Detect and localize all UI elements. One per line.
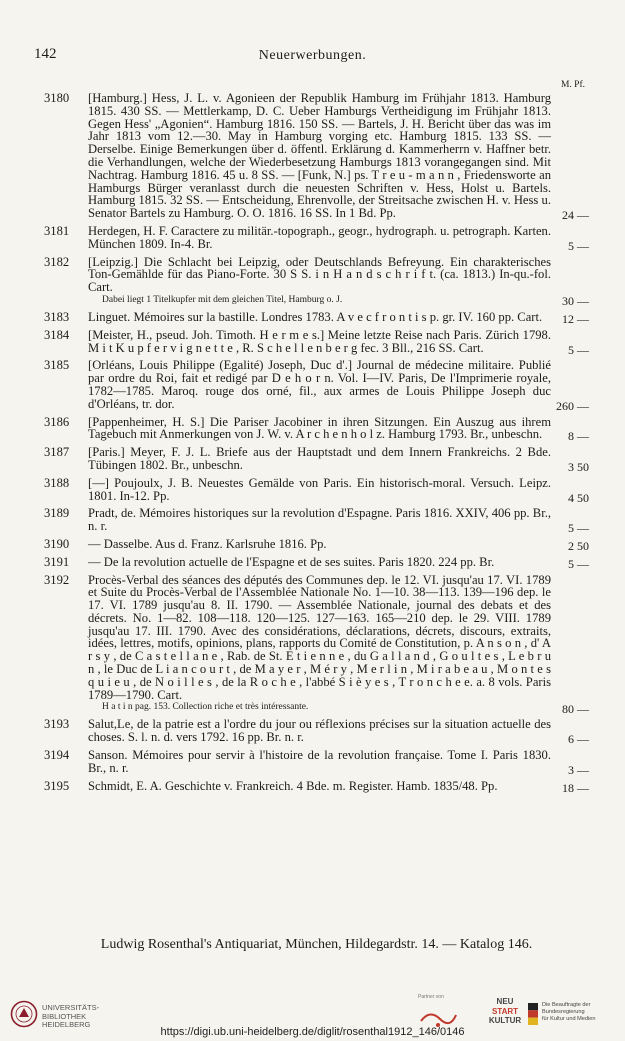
entry-price: 8 —: [568, 429, 589, 444]
source-url[interactable]: https://digi.ub.uni-heidelberg.de/diglit/rosenthal1912_146/0146: [160, 1026, 465, 1038]
entry-number: 3191: [44, 554, 70, 569]
entry-price: 2 50: [568, 538, 589, 553]
entry-text: [Hamburg.] Hess, J. L. v. Agonieen der Republik Hamburg im Frühjahr 1813. Hamburg 1815. 430 SS. — Mettlerkamp, D. C. Ueber Hamburgs Vertheidigung im Frühjahr 1813. Gegen Hess' „Agonien“. Hamburg 1816. 150 SS. — Bartels, J. H. Bericht über das was im Jahr 1813 vom 12.—30. May in Hamburg vorging etc. Hamburg 1815. 133 SS. — Derselbe. Einige Bemerkungen über d. öffentl. Erklärung d. Kammerherrn v. Haffner betr. die Verhandlungen, welche der Wiederbesetzung Hamburgs 1813 vorangegangen sind. Mit Nachtrag. Hamburg 1816. 45 u. 8 SS. — [Funk, N.] ps. T r e u - m a n n , Friedensworte an Hamburgs Bürger veranlasst durch die neuesten Schriften v. Hess, Holst u. Bartels. Hamburg 1815. 32 SS. — Entscheidung, Ehrenvolle, der Streitsache zwischen H. v. Hess u. Senator Bartels zu Hamburg. O. O. 1816. 16 SS. In 1 Bd. Pp.: [88, 91, 551, 221]
university-name-line: HEIDELBERG: [42, 1020, 91, 1029]
entry-note: Dabei liegt 1 Titelkupfer mit dem gleichen Titel, Hamburg o. J.: [102, 294, 343, 305]
entry-text: [—] Poujoulx, J. B. Neuestes Gemälde von Paris. Ein historisch-moral. Versuch. Leipz. 1801. In-12. Pp.: [88, 475, 551, 503]
entry-price: 6 —: [568, 732, 589, 747]
entry-text: [Paris.] Meyer, F. J. L. Briefe aus der Hauptstadt und dem Innern Frankreichs. 2 Bde. Tübingen 1802. Br., unbeschn.: [88, 445, 551, 472]
catalog-entry: [44, 717, 589, 747]
entry-text: Sanson. Mémoires pour servir à l'histoire de la revolution française. Tome I. Paris 1830. Br., n. r.: [88, 748, 551, 775]
currency-column-head: M. Pf.: [560, 80, 585, 90]
neustart-line: START: [491, 1006, 519, 1016]
entry-number: 3187: [44, 445, 70, 460]
catalog-entry: [44, 446, 589, 472]
entry-text: — Dasselbe. Aus d. Franz. Karlsruhe 1816. Pp.: [88, 536, 327, 551]
entry-number: 3189: [44, 506, 70, 521]
entry-price: 4 50: [568, 490, 589, 505]
catalog-entry: [44, 506, 589, 536]
entry-number: 3188: [44, 475, 70, 490]
entry-note: H a t i n pag. 153. Collection riche et très intéressante.: [102, 702, 309, 713]
entry-price: 260 —: [556, 398, 589, 413]
entry-text: [Meister, H., pseud. Joh. Timoth. H e r m e s.] Meine letzte Reise nach Paris. Zürich 1798. M i t K u p f e r v i g n e t t e , R. S c h e l l e n b e r g fec. 3 Bll., 216 SS. Cart.: [88, 327, 551, 355]
catalog-entry: [44, 749, 589, 775]
entry-text: [Pappenheimer, H. S.] Die Pariser Jacobiner in ihren Sitzungen. Ein Auszug aus ihrem Tagebuch mit Anmerkungen von J. W. v. A r c h e n h o l z. Hamburg 1793. Br., unbeschn.: [88, 414, 551, 442]
entry-price: 12 —: [562, 311, 589, 326]
entry-text: Pradt, de. Mémoires historiques sur la revolution d'Espagne. Paris 1816. XXIV, 406 pp. Br., n. r.: [88, 506, 551, 534]
entry-price: 5 —: [568, 342, 589, 357]
entry-number: 3195: [44, 778, 70, 793]
catalog-entry: [44, 477, 589, 503]
university-name-line: BIBLIOTHEK: [42, 1011, 87, 1021]
entry-price: 30 —: [562, 294, 589, 309]
catalog-entry: [44, 416, 589, 442]
entry-price: 5 —: [568, 238, 589, 253]
entry-price: 24 —: [562, 208, 589, 223]
catalog-entry: [44, 329, 589, 355]
entry-text: Procès-Verbal des séances des députés des Communes dep. le 12. VI. jusqu'au 17. VI. 1789 et Suite du Procès-Verbal de l'Assemblée Nationale No. 1—10. 38—113. 139—196 dep. le 17. VI. 1789 jusqu'au 8. II. 1790. — Assemblée Nationale, journal des debats et des décrets. No. 1—82. 108—118. 120—125. 127—163. 165—210 dep. le 29. VIII. 1789 jusqu'au 17. III. 1790. Avec des considérations, déclarations, décrets, discours, extraits, idées, lettres, motifs, opinions, plans, rapports du Comité de Constitution, p. A n s o n , d' A r s y , de C a s t e l l a n e , Rab. de St. E t i e n n e , du G a l l a n d , G o u l t e s , L e b r u n , le Duc de L i a n c o u r t , de M a y e r , M é r y , M e r l i n , M i r a b e a u , M o n t e s q u i e u , de N o i l l e s , de la R o c h e , l'abbé S i è y e s , T r o n c h e e. a. 8 vols. Paris 1789—1790. Cart.: [88, 572, 551, 702]
entry-number: 3180: [44, 91, 70, 105]
catalog-entry: [44, 538, 589, 551]
catalog-entries: [44, 92, 589, 797]
entry-text: — De la revolution actuelle de l'Espagne et de ses suites. Paris 1820. 224 pp. Br.: [88, 554, 495, 569]
entry-text: Linguet. Mémoires sur la bastille. Londres 1783. A v e c f r o n t i s p. gr. IV. 160 pp. Cart.: [88, 309, 543, 324]
entry-text: [Orléans, Louis Philippe (Egalité) Joseph, Duc d'.] Journal de médecine militaire. Publié par ordre du Roi, fait et redigé par D e h o r n. Vol. I—IV. Paris, De l'Imprimerie royale, 1782—1785. Maroq. rouge dos orné, fil., aux armes de Louis Philippe Joseph duc d'Orléans, tr. dor.: [88, 358, 551, 411]
entry-number: 3193: [44, 717, 70, 732]
entry-text: Schmidt, E. A. Geschichte v. Frankreich. 4 Bde. m. Register. Hamb. 1835/48. Pp.: [88, 778, 498, 793]
catalog-entry: [44, 225, 589, 251]
entry-text: [Leipzig.] Die Schlacht bei Leipzig, oder Deutschlands Befreyung. Ein charakterisches Ton-Gemählde für das Piano-Forte. 30 S S. i n H a n d s c h r i f t. (ca. 1813.) In-qu.-fol. Cart.: [88, 254, 551, 295]
entry-number: 3181: [44, 223, 70, 238]
catalog-entry: [44, 358, 589, 413]
entry-text: Salut,Le, de la patrie est a l'ordre du jour ou réflexions précises sur la situation actuelle des choses. S. l. n. d. vers 1792. 16 pp. Br. n. r.: [88, 717, 551, 745]
catalog-entry: [44, 556, 589, 569]
catalog-entry: [44, 254, 589, 309]
federal-culture-line: Die Beauftragte der Bundesregierung: [542, 1002, 591, 1015]
entry-price: 18 —: [562, 780, 589, 795]
entry-price: 3 —: [568, 762, 589, 777]
entry-price: 5 —: [568, 556, 589, 571]
entry-number: 3190: [44, 536, 70, 551]
catalog-entry: [44, 780, 589, 793]
neustart-line: KULTUR: [488, 1016, 522, 1025]
german-flag-icon: [528, 1003, 538, 1025]
neustart-line: NEU: [496, 997, 514, 1006]
entry-price: 3 50: [568, 459, 589, 474]
entry-number: 3185: [44, 358, 70, 373]
entry-number: 3183: [44, 309, 70, 324]
partner-label: Partner von: [418, 994, 444, 1000]
entry-text: Herdegen, H. F. Caractere zu militär.-topograph., geogr., hydrograph. u. petrograph. Karten. München 1809. In-4. Br.: [88, 223, 551, 251]
catalog-entry: [44, 91, 589, 223]
entry-price: 80 —: [562, 701, 589, 716]
federal-culture-line: für Kultur und Medien: [542, 1015, 596, 1022]
entry-number: 3192: [44, 572, 70, 587]
catalog-footer: Ludwig Rosenthal's Antiquariat, München, Hildegardstr. 14. — Katalog 146.: [100, 937, 533, 952]
catalog-entry: [44, 311, 589, 324]
entry-number: 3186: [44, 414, 70, 429]
running-head: Neuerwerbungen.: [258, 48, 367, 63]
seal-icon: [10, 1000, 38, 1028]
entry-number: 3182: [44, 254, 70, 269]
university-name-line: UNIVERSITÄTS-: [42, 1003, 100, 1012]
federal-culture-text: [542, 1002, 622, 1022]
entry-number: 3184: [44, 327, 70, 342]
catalog-entry: [44, 574, 589, 714]
entry-price: 5 —: [568, 521, 589, 536]
page-number: 142: [34, 46, 57, 62]
entry-number: 3194: [44, 748, 70, 763]
